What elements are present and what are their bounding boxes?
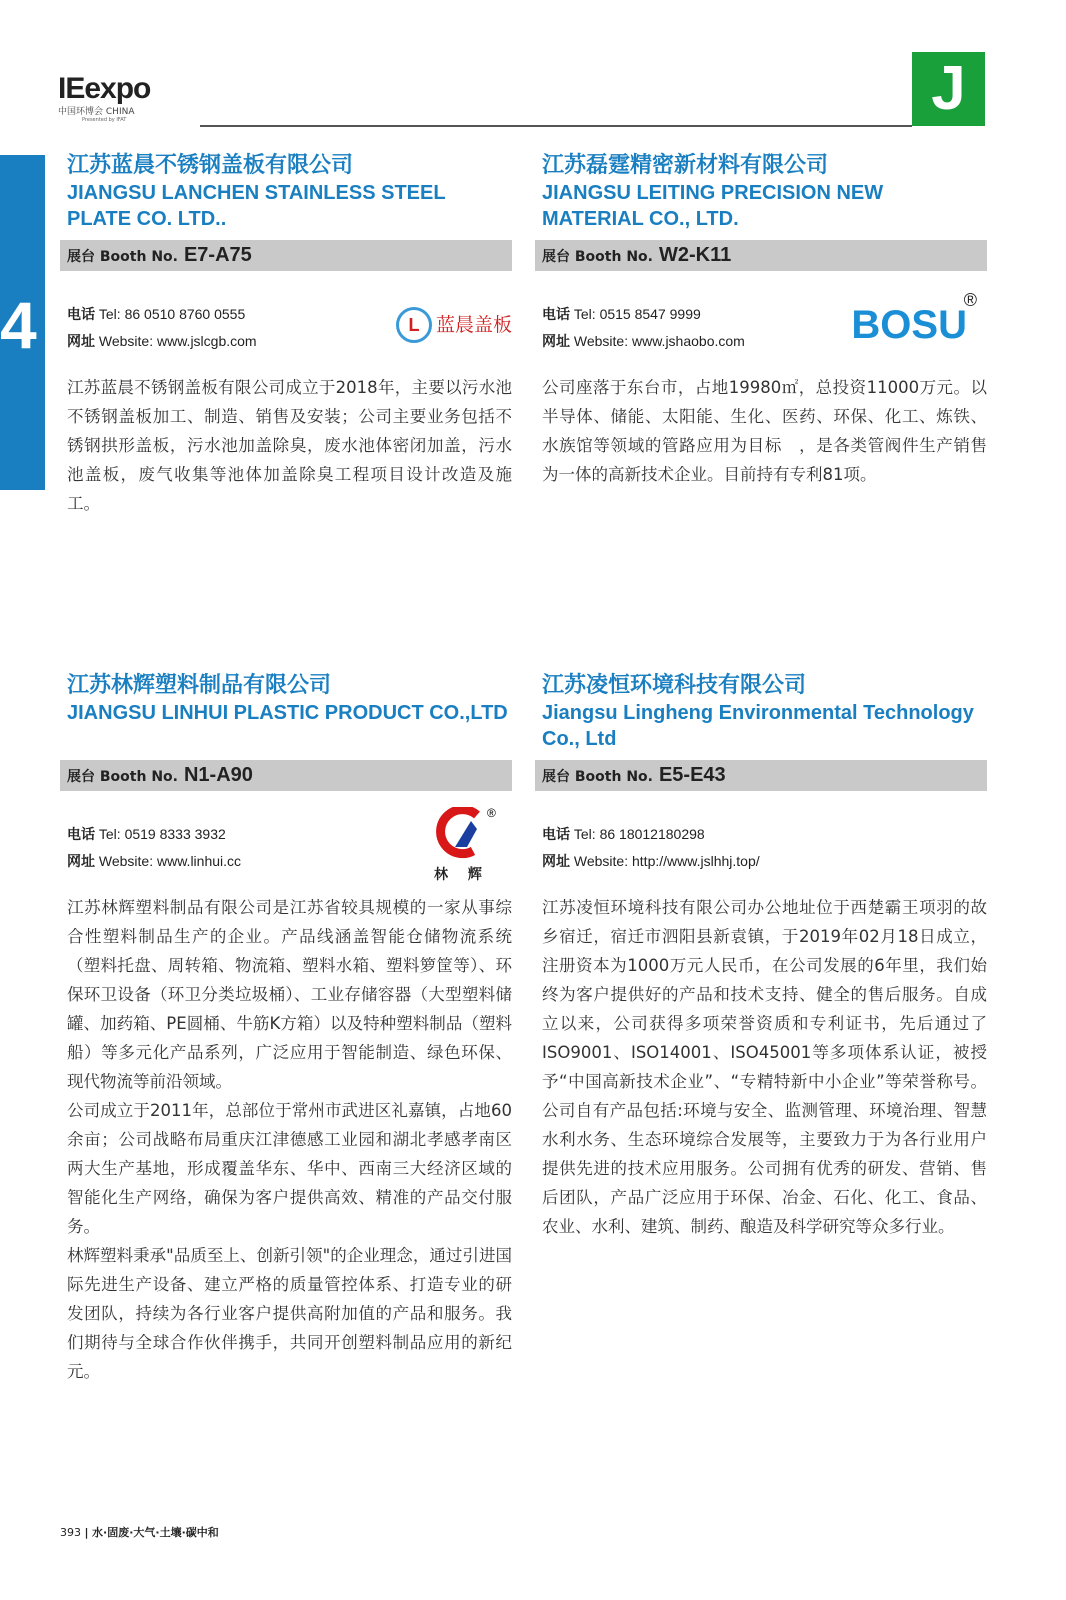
exhibitor-entry bbox=[535, 152, 987, 489]
description-paragraph: 公司座落于东台市，占地19980㎡，总投资11000万元。以半导体、储能、太阳能、生化、医药、环保、化工、炼铁、水族馆等领域的管路应用为目标 ，是各类管阀件生产销售为一体的高新技术企业。目前持有专利81项。 bbox=[542, 378, 987, 484]
logo-sub-cn: 中国环博会 bbox=[58, 107, 104, 117]
company-name-cn: 江苏磊霆精密新材料有限公司 bbox=[542, 153, 829, 178]
tel-label-cn: 电话 bbox=[542, 827, 570, 843]
description-paragraph: 江苏蓝晨不锈钢盖板有限公司成立于2018年，主要以污水池不锈钢盖板加工、制造、销售及安装；公司主要业务包括不锈钢拱形盖板，污水池加盖除臭，废水池体密闭加盖，污水池盖板，废气收集等池体加盖除臭工程项目设计改造及施工。 bbox=[67, 378, 512, 513]
web-label-cn: 网址 bbox=[67, 854, 95, 870]
website-link[interactable]: www.jslcgb.com bbox=[157, 333, 257, 349]
exhibitor-entry bbox=[60, 672, 512, 1386]
section-letter-tab: J bbox=[912, 52, 985, 126]
footer-section: 水·固废·大气·土壤·碳中和 bbox=[92, 1526, 219, 1539]
contact-info bbox=[542, 821, 987, 875]
booth-label: 展台 Booth No. bbox=[67, 768, 178, 785]
header-rule bbox=[200, 125, 912, 127]
booth-bar bbox=[60, 240, 512, 271]
brand-logo: BOSU bbox=[851, 303, 967, 347]
tel-label: Tel: bbox=[98, 826, 121, 842]
lanchen-emblem-icon: L bbox=[396, 307, 432, 343]
page-footer: 393 | 水·固废·大气·土壤·碳中和 bbox=[60, 1526, 219, 1539]
exhibitor-entry bbox=[535, 672, 987, 1241]
booth-label: 展台 Booth No. bbox=[67, 248, 178, 265]
svg-text:®: ® bbox=[487, 807, 496, 820]
tel-value: 0519 8333 3932 bbox=[124, 826, 226, 842]
description-paragraph: 江苏林辉塑料制品有限公司是江苏省较具规模的一家从事综合性塑料制品生产的企业。产品线涵盖智能仓储物流系统（塑料托盘、周转箱、物流箱、塑料水箱、塑料箩筐等）、环保环卫设备（环卫分类垃圾桶）、工业存储容器（大型塑料储罐、加药箱、PE圆桶、牛筋K方箱）以及特种塑料制品（塑料船）等多元化产品系列，广泛应用于智能制造、绿色环保、现代物流等前沿领域。 bbox=[67, 898, 512, 1091]
booth-label: 展台 Booth No. bbox=[542, 768, 653, 785]
booth-number: E5-E43 bbox=[658, 764, 726, 786]
web-label-cn: 网址 bbox=[542, 854, 570, 870]
brand-logo bbox=[396, 307, 512, 343]
tel-label: Tel: bbox=[573, 306, 596, 322]
company-description bbox=[542, 373, 987, 489]
logo-sub-en: CHINA bbox=[105, 107, 135, 117]
logo-presented: Presented by IFAT bbox=[82, 117, 127, 123]
description-paragraph: 林辉塑料秉承"品质至上、创新引领"的企业理念，通过引进国际先进生产设备、建立严格的质量管控体系、打造专业的研发团队，持续为各行业客户提供高附加值的产品和服务。我们期待与全球合作伙伴携手，共同开创塑料制品应用的新纪元。 bbox=[67, 1246, 512, 1381]
web-label: Website: bbox=[98, 853, 154, 869]
web-label-cn: 网址 bbox=[67, 334, 95, 350]
booth-bar bbox=[535, 760, 987, 791]
company-name-en: JIANGSU LINHUI PLASTIC PRODUCT CO.,LTD bbox=[67, 702, 508, 724]
website-link[interactable]: www.linhui.cc bbox=[157, 853, 242, 869]
company-description bbox=[67, 893, 512, 1386]
company-name-cn: 江苏林辉塑料制品有限公司 bbox=[67, 673, 332, 698]
description-paragraph: 公司成立于2011年，总部位于常州市武进区礼嘉镇，占地60余亩；公司战略布局重庆江津德感工业园和湖北孝感孝南区两大生产基地，形成覆盖华东、华中、西南三大经济区域的智能化生产网络，确保为客户提供高效、精准的产品交付服务。 bbox=[67, 1101, 512, 1236]
company-description bbox=[542, 893, 987, 1241]
linhui-emblem-icon bbox=[427, 807, 497, 859]
exhibitor-entry bbox=[60, 152, 512, 518]
website-link[interactable]: http://www.jslhhj.top/ bbox=[632, 853, 760, 869]
brand-logo-text: 蓝晨盖板 bbox=[435, 314, 512, 336]
booth-bar bbox=[60, 760, 512, 791]
booth-number: E7-A75 bbox=[183, 244, 252, 266]
contact-info bbox=[67, 301, 512, 355]
tel-label-cn: 电话 bbox=[542, 307, 570, 323]
web-label: Website: bbox=[98, 333, 154, 349]
web-label: Website: bbox=[573, 853, 629, 869]
company-name-en: Jiangsu Lingheng Environmental Technology Co., Ltd bbox=[542, 702, 974, 750]
contact-info bbox=[542, 290, 987, 355]
tel-label-cn: 电话 bbox=[67, 827, 95, 843]
description-paragraph: 江苏凌恒环境科技有限公司办公地址位于西楚霸王项羽的故乡宿迁，宿迁市泗阳县新袁镇，于2019年02月18日成立，注册资本为1000万元人民币，在公司发展的6年里，我们始终为客户提供好的产品和技术支持、健全的售后服务。自成立以来，公司获得多项荣誉资质和专利证书，先后通过了ISO9001、ISO14001、ISO45001等多项体系认证，被授予“中国高新技术企业”、“专精特新中小企业”等荣誉称号。公司自有产品包括:环境与安全、监测管理、环境治理、智慧水利水务、生态环境综合发展等，主要致力于为各行业用户提供先进的技术应用服务。公司拥有优秀的研发、营销、售后团队，产品广泛应用于环保、冶金、石化、化工、食品、农业、水利、建筑、制药、酿造及科学研究等众多行业。 bbox=[542, 898, 987, 1236]
tel-value: 86 18012180298 bbox=[599, 826, 705, 842]
web-label: Website: bbox=[573, 333, 629, 349]
booth-number: N1-A90 bbox=[183, 764, 253, 786]
logo-text: IEexpo bbox=[58, 72, 151, 105]
web-label-cn: 网址 bbox=[542, 334, 570, 350]
tel-label: Tel: bbox=[98, 306, 121, 322]
registered-mark-icon: ® bbox=[963, 290, 977, 310]
brand-logo bbox=[422, 807, 502, 887]
booth-bar bbox=[535, 240, 987, 271]
company-description bbox=[67, 373, 512, 518]
company-name-en: JIANGSU LEITING PRECISION NEW MATERIAL CO., LTD. bbox=[542, 182, 884, 230]
tel-value: 0515 8547 9999 bbox=[599, 306, 701, 322]
booth-number: W2-K11 bbox=[658, 244, 732, 266]
contact-info bbox=[67, 807, 512, 882]
page-number: 393 bbox=[60, 1526, 81, 1539]
booth-label: 展台 Booth No. bbox=[542, 248, 653, 265]
company-name-cn: 江苏凌恒环境科技有限公司 bbox=[542, 673, 807, 698]
tel-label: Tel: bbox=[573, 826, 596, 842]
ieexpo-logo bbox=[58, 74, 178, 123]
company-name-cn: 江苏蓝晨不锈钢盖板有限公司 bbox=[67, 153, 354, 178]
tel-label-cn: 电话 bbox=[67, 307, 95, 323]
brand-logo-text: 林 辉 bbox=[434, 866, 490, 882]
company-name-en: JIANGSU LANCHEN STAINLESS STEEL PLATE CO. LTD.. bbox=[67, 182, 446, 230]
website-link[interactable]: www.jshaobo.com bbox=[632, 333, 745, 349]
tel-value: 86 0510 8760 0555 bbox=[124, 306, 246, 322]
chapter-number: 4 bbox=[0, 288, 37, 362]
